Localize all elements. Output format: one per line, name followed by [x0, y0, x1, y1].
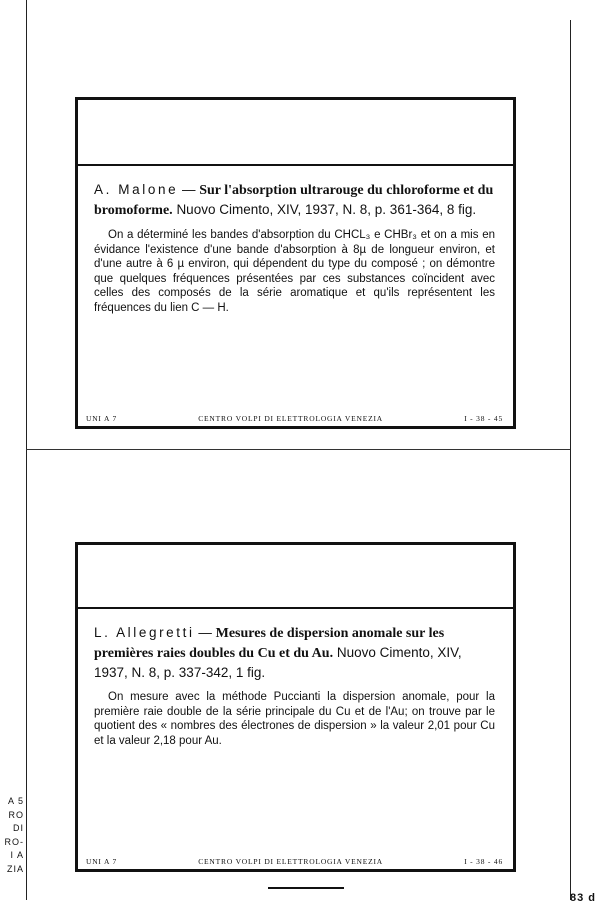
card-footer [86, 857, 503, 866]
footer-right: I - 38 - 45 [464, 414, 503, 423]
margin-line: A 5 [7, 796, 24, 806]
card-abstract: On a déterminé les bandes d'absorption du CHCL₃ e CHBr₃ et on a mis en évidance l'existence d'une bande d'absorption à 8µ de longueur environ, et d'une autre à 6 µ environ, qui dépendent du type du composé ; on démontre que quelques fréquences présentées par ces substances coïncident avec celles des composés de la série aromatique et qu'ils représentent les fréquences du lien C — H. [94, 229, 495, 314]
card-author: A. Malone [94, 182, 179, 197]
card-heading [94, 623, 495, 682]
margin-line: RO- [4, 836, 24, 847]
footer-right: I - 38 - 46 [464, 857, 503, 866]
index-card-1 [75, 97, 516, 429]
footer-center: CENTRO VOLPI DI ELETTROLOGIA VENEZIA [198, 414, 383, 423]
left-margin-line [26, 0, 27, 900]
card-body [94, 180, 495, 315]
footer-center: CENTRO VOLPI DI ELETTROLOGIA VENEZIA [198, 857, 383, 866]
card-author: L. Allegretti [94, 625, 195, 640]
margin-text-fragment [0, 795, 24, 876]
corner-page-mark: 83 d [569, 892, 596, 904]
margin-line: RO [8, 809, 24, 820]
card-dash: — [198, 625, 212, 640]
card-citation: Nuovo Cimento, XIV, 1937, N. 8, p. 361-364, 8 fig. [176, 202, 477, 217]
card-body [94, 623, 495, 748]
card-title: Sur l'absorption ultrarouge du chloroforme et du bromoforme. [94, 183, 494, 218]
bottom-rule [268, 887, 344, 889]
card-citation: Nuovo Cimento, XIV, 1937, N. 8, p. 337-342, 1 fig. [94, 645, 462, 680]
card-dash: — [181, 182, 196, 197]
card-abstract: On mesure avec la méthode Puccianti la dispersion anomale, pour la première raie double de la série principale du Cu et de l'Au; on trouve par le quotient des « nombres des électrones de dispersion » la valeur 2,01 pour Cu et la valeur 2,18 pour Au. [94, 691, 495, 747]
page-divider [26, 449, 570, 450]
card-heading [94, 180, 495, 220]
card-title: Mesures de dispersion anomale sur les premières raies doubles du Cu et du Au. [94, 626, 445, 661]
card-header-rule [78, 607, 513, 609]
card-footer [86, 414, 503, 423]
index-card-2 [75, 542, 516, 872]
card-header-rule [78, 164, 513, 166]
footer-left: UNI A 7 [86, 857, 118, 866]
footer-left: UNI A 7 [86, 414, 118, 423]
margin-line: ZIA [6, 863, 24, 874]
right-margin-line [570, 20, 571, 900]
margin-line: DI [13, 823, 24, 833]
margin-line: I A [10, 850, 24, 860]
